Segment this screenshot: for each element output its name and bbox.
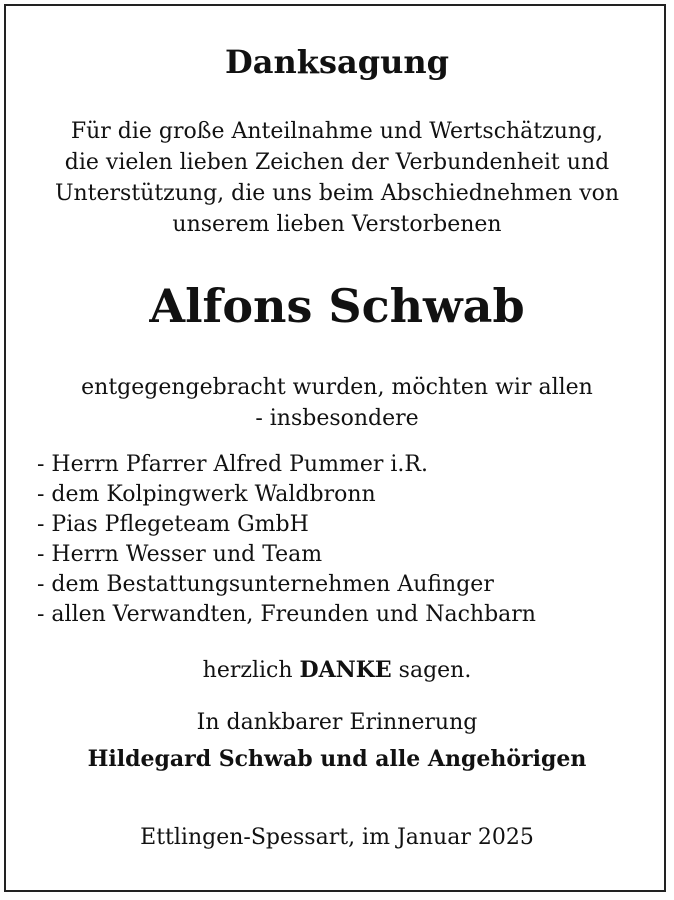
place-date: Ettlingen-Spessart, im Januar 2025	[140, 825, 534, 850]
list-item: - dem Bestattungsunternehmen Aufinger	[37, 572, 494, 597]
after-line: entgegengebracht wurden, möchten wir allen	[81, 375, 593, 400]
list-item: - Pias Pflegeteam GmbH	[37, 512, 309, 537]
list-item: - dem Kolpingwerk Waldbronn	[37, 482, 376, 507]
list-item: - Herrn Pfarrer Alfred Pummer i.R.	[37, 452, 428, 477]
list-item: - Herrn Wesser und Team	[37, 542, 323, 567]
list-item: - allen Verwandten, Freunden und Nachbarn	[37, 602, 536, 627]
closing-before: herzlich	[202, 658, 300, 683]
intro-line: Für die große Anteilnahme und Wertschätzung,	[70, 119, 604, 144]
closing-emphasis: DANKE	[299, 657, 392, 683]
intro-text	[0, 116, 674, 240]
deceased-name: Alfons Schwab	[149, 279, 525, 333]
memory-line: In dankbarer Erinnerung	[196, 710, 478, 735]
closing-after: sagen.	[391, 658, 472, 683]
signers: Hildegard Schwab und alle Angehörigen	[87, 746, 587, 772]
after-line: - insbesondere	[255, 406, 419, 431]
after-name-text	[0, 372, 674, 434]
closing-line	[0, 655, 674, 686]
intro-line: unserem lieben Verstorbenen	[172, 212, 502, 237]
intro-line: Unterstützung, die uns beim Abschiednehmen von	[54, 181, 620, 206]
thanks-list	[37, 450, 536, 630]
intro-line: die vielen lieben Zeichen der Verbundenheit und	[64, 150, 610, 175]
notice-heading: Danksagung	[225, 43, 449, 81]
